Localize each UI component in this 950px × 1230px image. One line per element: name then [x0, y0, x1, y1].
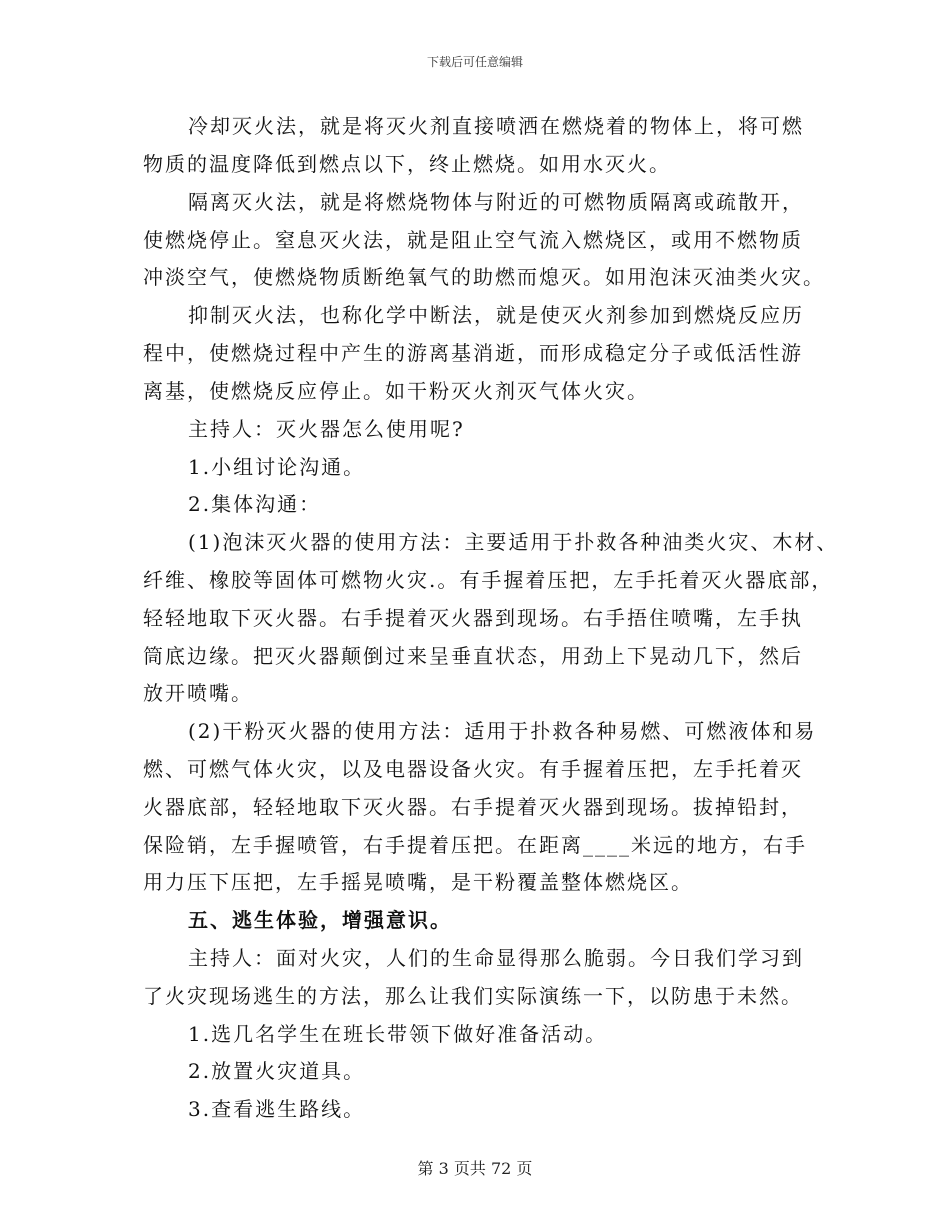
list-item: 2.放置火灾道具。 — [188, 1059, 366, 1083]
text-line: 物质的温度降低到燃点以下，终止燃烧。如用水灭火。 — [143, 152, 671, 176]
text-line: 燃、可燃气体火灾，以及电器设备火灾。有手握着压把，左手托着灭 — [143, 757, 803, 781]
text-line: (2)干粉灭火器的使用方法：适用于扑救各种易燃、可燃液体和易 — [188, 719, 817, 743]
text-line: 程中，使燃烧过程中产生的游离基消逝，而形成稳定分子或低活性游 — [143, 341, 803, 365]
list-item: 3.查看逃生路线。 — [188, 1097, 366, 1121]
text-line: 主持人：面对火灾，人们的生命显得那么脆弱。今日我们学习到 — [188, 946, 804, 970]
section-heading: 五、逃生体验，增强意识。 — [188, 908, 452, 932]
text-line: 保险销，左手握喷管，右手提着压把。在距离____米远的地方，右手 — [143, 833, 807, 857]
text-line: 放开喷嘴。 — [143, 681, 253, 705]
text-line: 冷却灭火法，就是将灭火剂直接喷洒在燃烧着的物体上，将可燃 — [188, 114, 804, 138]
text-line: 纤维、橡胶等固体可燃物火灾.。有手握着压把，左手托着灭火器底部， — [143, 568, 834, 592]
text-line: 隔离灭火法，就是将燃烧物体与附近的可燃物质隔离或疏散开， — [188, 190, 804, 214]
text-line: 火器底部，轻轻地取下灭火器。右手提着灭火器到现场。拔掉铅封， — [143, 795, 803, 819]
text-line: 冲淡空气，使燃烧物质断绝氧气的助燃而熄灭。如用泡沫灭油类火灾。 — [143, 265, 825, 289]
text-line: 抑制灭火法，也称化学中断法，就是使灭火剂参加到燃烧反应历 — [188, 303, 804, 327]
list-item: 2.集体沟通： — [188, 492, 322, 516]
text-line: 使燃烧停止。窒息灭火法，就是阻止空气流入燃烧区，或用不燃物质 — [143, 228, 803, 252]
page-header: 下载后可任意编辑 — [426, 55, 523, 69]
text-line: 主持人：灭火器怎么使用呢? — [188, 417, 465, 441]
text-line: 了火灾现场逃生的方法，那么让我们实际演练一下，以防患于未然。 — [143, 984, 803, 1008]
list-item: 1.小组讨论沟通。 — [188, 455, 366, 479]
text-line: 离基，使燃烧反应停止。如干粉灭火剂灭气体火灾。 — [143, 379, 649, 403]
text-line: 轻轻地取下灭火器。右手提着灭火器到现场。右手捂住喷嘴，左手执 — [143, 606, 803, 630]
text-line: 用力压下压把，左手摇晃喷嘴，是干粉覆盖整体燃烧区。 — [143, 870, 693, 894]
text-line: 筒底边缘。把灭火器颠倒过来呈垂直状态，用劲上下晃动几下，然后 — [143, 644, 803, 668]
text-line: (1)泡沫灭火器的使用方法：主要适用于扑救各种油类火灾、木材、 — [188, 530, 839, 554]
list-item: 1.选几名学生在班长带领下做好准备活动。 — [188, 1022, 608, 1046]
page-footer: 第 3 页共 72 页 — [417, 1159, 533, 1178]
